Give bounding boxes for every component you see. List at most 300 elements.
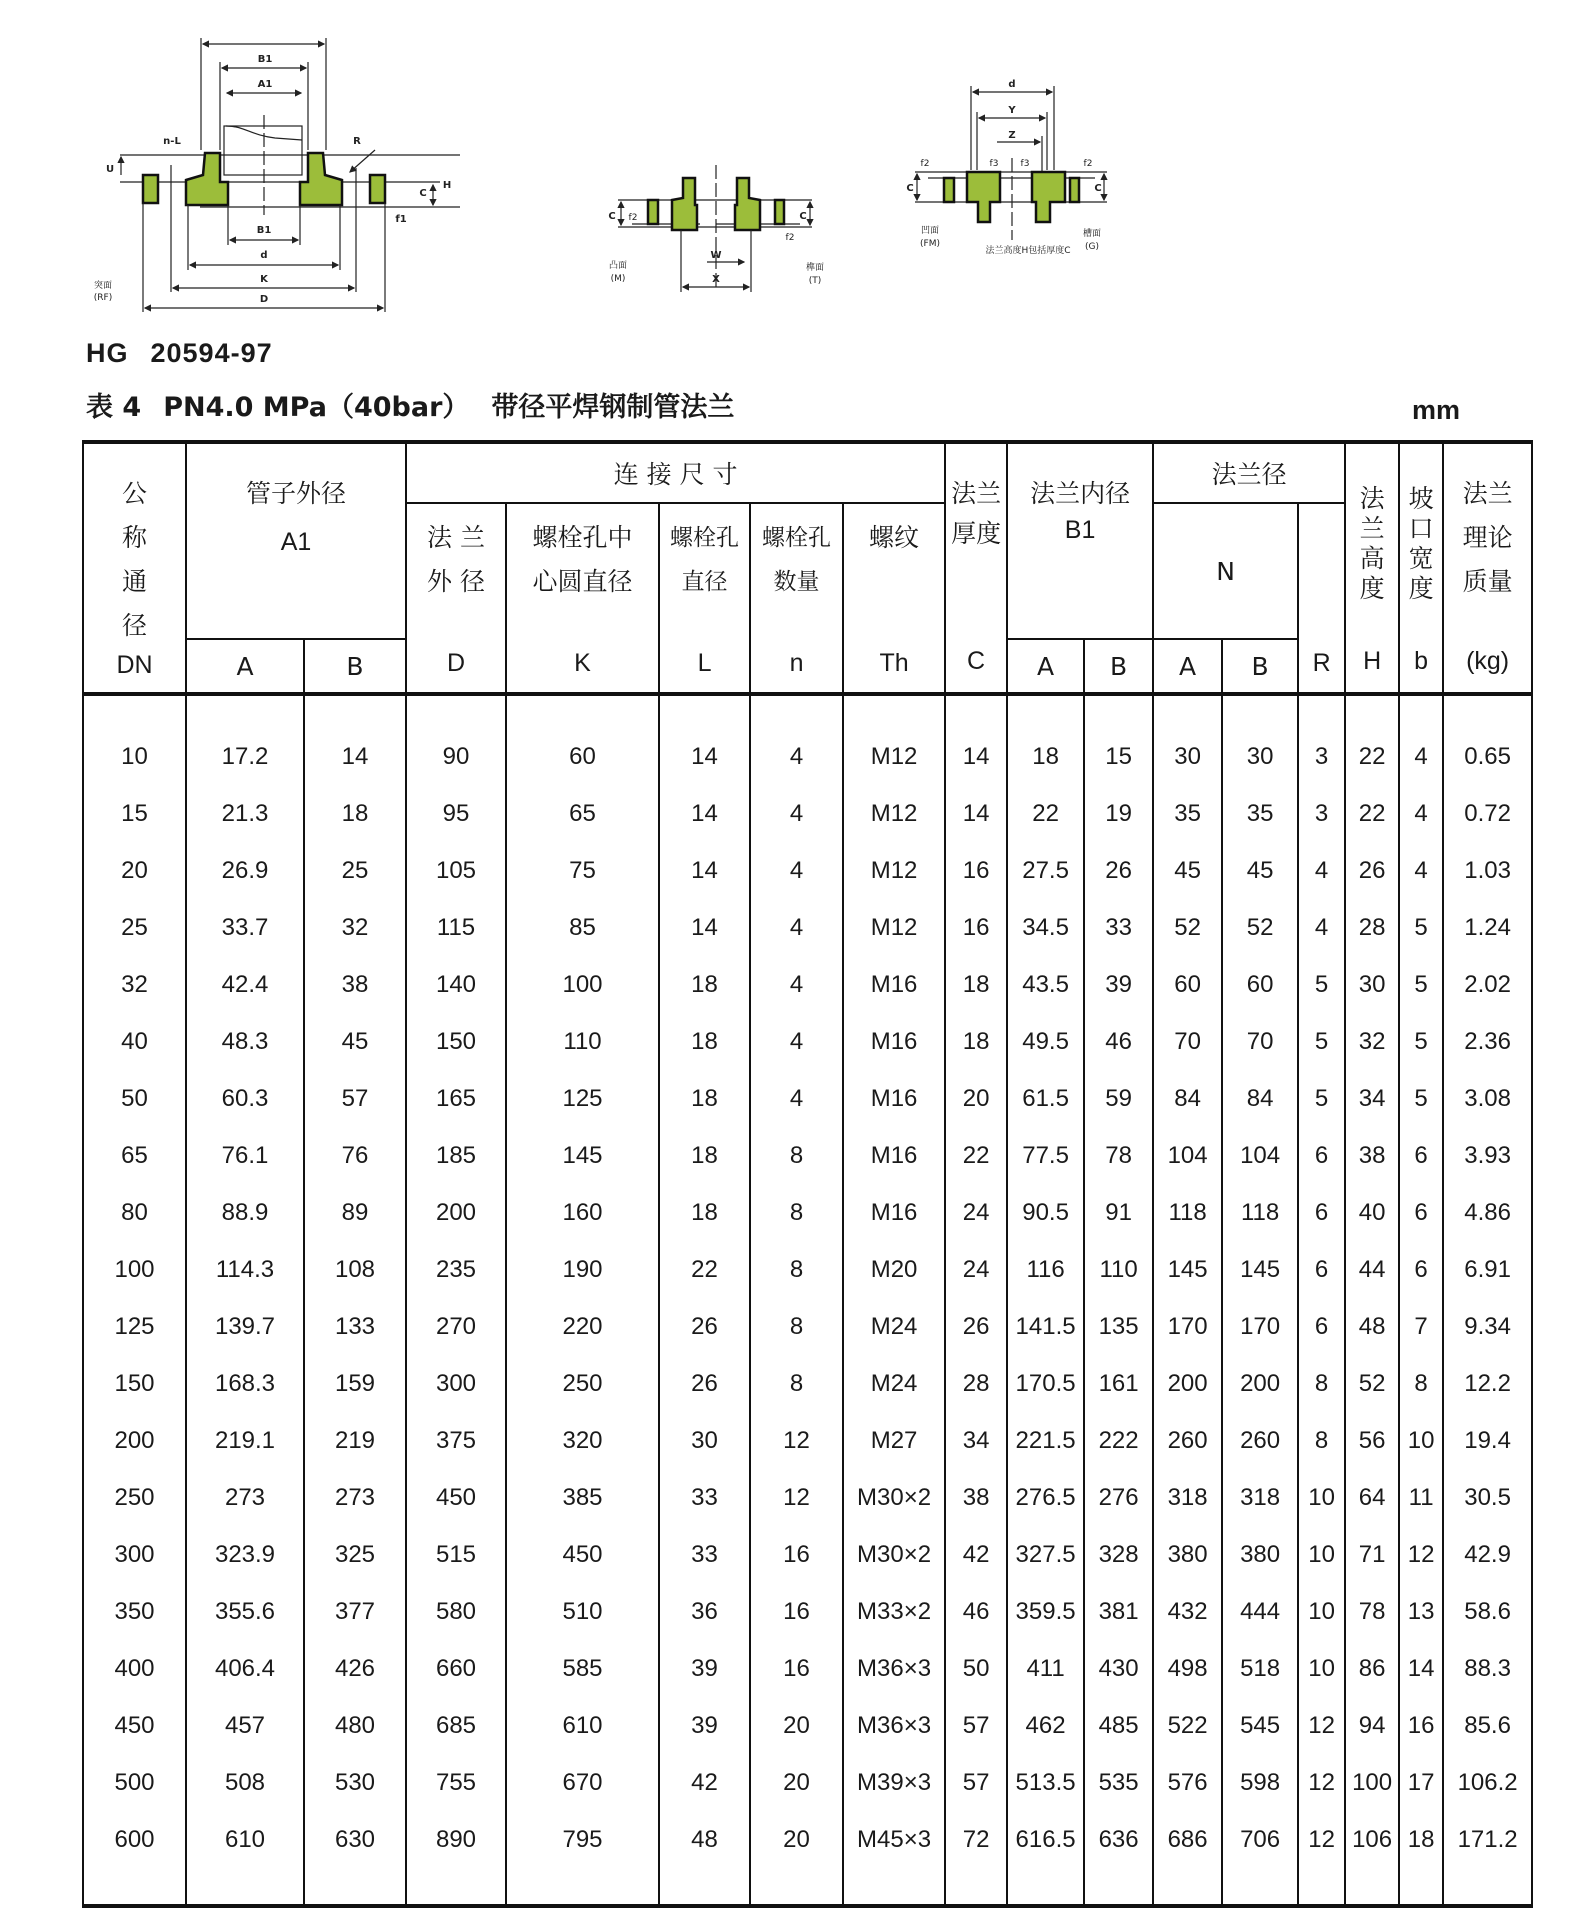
table-cell: 140 — [406, 956, 506, 1013]
table-cell: 432 — [1153, 1583, 1222, 1640]
svg-text:d: d — [260, 250, 268, 261]
table-cell: 38 — [1345, 1127, 1399, 1184]
table-cell: 576 — [1153, 1754, 1222, 1811]
table-cell: 250 — [83, 1469, 186, 1526]
header-pipe-a: A — [186, 639, 304, 694]
table-cell: 318 — [1153, 1469, 1222, 1526]
table-cell: 273 — [304, 1469, 406, 1526]
table-cell: 104 — [1222, 1127, 1298, 1184]
table-cell: 598 — [1222, 1754, 1298, 1811]
table-cell: 106 — [1345, 1811, 1399, 1868]
table-row — [83, 1127, 1532, 1184]
table-cell: 3 — [1298, 785, 1345, 842]
table-cell: M16 — [843, 956, 945, 1013]
table-cell: 323.9 — [186, 1526, 304, 1583]
table-cell: 6.91 — [1443, 1241, 1532, 1298]
table-cell: 220 — [506, 1298, 659, 1355]
header-b1-a: A — [1007, 639, 1084, 694]
table-cell: 14 — [659, 785, 750, 842]
table-cell: 0.65 — [1443, 728, 1532, 785]
table-cell: 12 — [750, 1412, 843, 1469]
table-cell: 4 — [750, 1070, 843, 1127]
svg-text:(RF): (RF) — [93, 293, 113, 303]
table-cell: 71 — [1345, 1526, 1399, 1583]
spacer-cell — [1222, 1868, 1298, 1906]
table-cell: 18 — [659, 1127, 750, 1184]
male-tongue-face-diagram — [618, 165, 812, 292]
female-groove-face-labels — [906, 79, 1101, 256]
svg-text:C: C — [799, 211, 807, 222]
table-cell: 15 — [1084, 728, 1153, 785]
spacer-cell — [750, 694, 843, 728]
spacer-row — [83, 694, 1532, 728]
table-cell: 15 — [83, 785, 186, 842]
table-cell: 22 — [1345, 728, 1399, 785]
table-cell: 508 — [186, 1754, 304, 1811]
table-row — [83, 1583, 1532, 1640]
table-cell: 515 — [406, 1526, 506, 1583]
table-cell: 6 — [1298, 1241, 1345, 1298]
header-c: 法兰厚度 C — [945, 442, 1007, 694]
table-cell: 450 — [83, 1697, 186, 1754]
table-cell: 426 — [304, 1640, 406, 1697]
table-cell: 104 — [1153, 1127, 1222, 1184]
table-cell: 125 — [83, 1298, 186, 1355]
svg-text:f2: f2 — [920, 159, 930, 169]
spacer-cell — [1399, 694, 1443, 728]
spacer-row — [83, 1868, 1532, 1906]
table-cell: 11 — [1399, 1469, 1443, 1526]
table-cell: 22 — [1345, 785, 1399, 842]
table-cell: 94 — [1345, 1697, 1399, 1754]
table-cell: 4 — [750, 956, 843, 1013]
table-row — [83, 1241, 1532, 1298]
table-cell: 33.7 — [186, 899, 304, 956]
table-number: 表 4 — [86, 392, 142, 423]
table-cell: 22 — [1007, 785, 1084, 842]
table-cell: 480 — [304, 1697, 406, 1754]
table-cell: 273 — [186, 1469, 304, 1526]
svg-text:d: d — [1008, 79, 1016, 90]
table-cell: 135 — [1084, 1298, 1153, 1355]
table-cell: 76 — [304, 1127, 406, 1184]
table-cell: 18 — [1007, 728, 1084, 785]
table-cell: 38 — [304, 956, 406, 1013]
table-cell: 60 — [1222, 956, 1298, 1013]
svg-text:(G): (G) — [1085, 242, 1099, 252]
svg-text:Y: Y — [1008, 105, 1016, 116]
standard-prefix: HG — [86, 338, 129, 368]
table-row — [83, 1412, 1532, 1469]
table-cell: 30 — [1153, 728, 1222, 785]
table-cell: 18 — [945, 956, 1007, 1013]
table-cell: 406.4 — [186, 1640, 304, 1697]
table-cell: 35 — [1153, 785, 1222, 842]
table-cell: 46 — [1084, 1013, 1153, 1070]
svg-text:f1: f1 — [395, 214, 407, 225]
svg-text:K: K — [260, 274, 268, 285]
table-cell: 12 — [1298, 1697, 1345, 1754]
table-cell: 150 — [83, 1355, 186, 1412]
spacer-cell — [843, 1868, 945, 1906]
table-cell: 45 — [304, 1013, 406, 1070]
table-cell: 4 — [750, 842, 843, 899]
spacer-cell — [1399, 1868, 1443, 1906]
table-cell: 105 — [406, 842, 506, 899]
table-cell: 64 — [1345, 1469, 1399, 1526]
table-cell: 145 — [1222, 1241, 1298, 1298]
table-cell: 95 — [406, 785, 506, 842]
table-cell: 219.1 — [186, 1412, 304, 1469]
svg-text:Z: Z — [1008, 130, 1016, 141]
table-cell: 32 — [304, 899, 406, 956]
flange-diagrams — [0, 0, 1586, 330]
table-cell: 48 — [659, 1811, 750, 1868]
header-bevel: 坡口宽度 b — [1399, 442, 1443, 694]
table-cell: 100 — [1345, 1754, 1399, 1811]
table-row — [83, 1640, 1532, 1697]
table-cell: 165 — [406, 1070, 506, 1127]
table-cell: M30×2 — [843, 1526, 945, 1583]
table-cell: 270 — [406, 1298, 506, 1355]
table-cell: 585 — [506, 1640, 659, 1697]
table-cell: 48.3 — [186, 1013, 304, 1070]
table-cell: 260 — [1222, 1412, 1298, 1469]
table-cell: 18 — [659, 1184, 750, 1241]
header-k: 螺栓孔中心圆直径 K — [506, 503, 659, 694]
header-l: 螺栓孔直径 L — [659, 503, 750, 694]
table-row — [83, 1184, 1532, 1241]
table-cell: 78 — [1084, 1127, 1153, 1184]
table-cell: M30×2 — [843, 1469, 945, 1526]
header-thread: 螺纹 Th — [843, 503, 945, 694]
spacer-cell — [186, 1868, 304, 1906]
table-cell: 320 — [506, 1412, 659, 1469]
spacer-cell — [1007, 1868, 1084, 1906]
table-cell: 200 — [83, 1412, 186, 1469]
table-cell: 56 — [1345, 1412, 1399, 1469]
spacer-cell — [1084, 1868, 1153, 1906]
table-cell: 5 — [1399, 956, 1443, 1013]
table-cell: 77.5 — [1007, 1127, 1084, 1184]
table-cell: 170 — [1222, 1298, 1298, 1355]
table-row — [83, 728, 1532, 785]
table-cell: 40 — [1345, 1184, 1399, 1241]
table-cell: 318 — [1222, 1469, 1298, 1526]
table-cell: M24 — [843, 1298, 945, 1355]
table-cell: 686 — [1153, 1811, 1222, 1868]
table-row — [83, 1697, 1532, 1754]
flange-type: 带径平焊钢制管法兰 — [491, 392, 735, 423]
table-cell: 685 — [406, 1697, 506, 1754]
svg-text:D: D — [259, 294, 269, 305]
svg-text:C: C — [608, 211, 616, 222]
table-cell: 4 — [750, 785, 843, 842]
table-cell: 535 — [1084, 1754, 1153, 1811]
table-cell: 58.6 — [1443, 1583, 1532, 1640]
table-cell: M12 — [843, 728, 945, 785]
table-cell: 25 — [83, 899, 186, 956]
table-cell: 190 — [506, 1241, 659, 1298]
svg-text:X: X — [712, 274, 720, 285]
table-cell: M27 — [843, 1412, 945, 1469]
header-connection: 连 接 尺 寸 — [406, 442, 945, 503]
table-cell: M39×3 — [843, 1754, 945, 1811]
table-cell: 13 — [1399, 1583, 1443, 1640]
table-cell: 65 — [506, 785, 659, 842]
spacer-cell — [1443, 694, 1532, 728]
table-row — [83, 1298, 1532, 1355]
table-cell: 3.08 — [1443, 1070, 1532, 1127]
table-cell: 200 — [406, 1184, 506, 1241]
table-cell: 170 — [1153, 1298, 1222, 1355]
table-cell: 88.9 — [186, 1184, 304, 1241]
table-cell: 27.5 — [1007, 842, 1084, 899]
table-cell: 84 — [1222, 1070, 1298, 1127]
table-cell: 20 — [750, 1754, 843, 1811]
table-cell: M16 — [843, 1127, 945, 1184]
table-cell: 375 — [406, 1412, 506, 1469]
table-cell: 485 — [1084, 1697, 1153, 1754]
table-cell: 39 — [659, 1640, 750, 1697]
table-cell: 24 — [945, 1241, 1007, 1298]
table-cell: 46 — [945, 1583, 1007, 1640]
svg-text:B1: B1 — [256, 225, 272, 236]
table-cell: 14 — [659, 728, 750, 785]
table-cell: 6 — [1298, 1127, 1345, 1184]
table-cell: 12 — [1298, 1754, 1345, 1811]
table-cell: 52 — [1345, 1355, 1399, 1412]
table-cell: 3.93 — [1443, 1127, 1532, 1184]
table-cell: 78 — [1345, 1583, 1399, 1640]
table-cell: 60 — [1153, 956, 1222, 1013]
table-cell: M36×3 — [843, 1640, 945, 1697]
table-cell: 150 — [406, 1013, 506, 1070]
header-d: 法 兰 外 径 D — [406, 503, 506, 694]
table-cell: 38 — [945, 1469, 1007, 1526]
table-cell: 42 — [945, 1526, 1007, 1583]
table-cell: 115 — [406, 899, 506, 956]
table-cell: 4 — [750, 899, 843, 956]
table-cell: 24 — [945, 1184, 1007, 1241]
table-cell: 33 — [659, 1526, 750, 1583]
table-cell: 19.4 — [1443, 1412, 1532, 1469]
table-cell: 6 — [1399, 1241, 1443, 1298]
table-cell: 16 — [750, 1526, 843, 1583]
table-cell: 36 — [659, 1583, 750, 1640]
table-cell: 159 — [304, 1355, 406, 1412]
table-cell: 430 — [1084, 1640, 1153, 1697]
raised-face-diagram — [120, 38, 460, 312]
unit-label: mm — [1412, 395, 1461, 425]
table-cell: 108 — [304, 1241, 406, 1298]
standard-code: 20594-97 — [150, 338, 273, 368]
table-cell: 380 — [1222, 1526, 1298, 1583]
table-cell: 45 — [1153, 842, 1222, 899]
table-cell: 60 — [506, 728, 659, 785]
spacer-cell — [1345, 694, 1399, 728]
table-cell: 5 — [1298, 1070, 1345, 1127]
table-cell: 145 — [506, 1127, 659, 1184]
spacer-cell — [1298, 1868, 1345, 1906]
table-row — [83, 1355, 1532, 1412]
table-cell: 17 — [1399, 1754, 1443, 1811]
table-cell: 4 — [750, 728, 843, 785]
spacer-cell — [945, 1868, 1007, 1906]
table-cell: 25 — [304, 842, 406, 899]
table-cell: 444 — [1222, 1583, 1298, 1640]
spacer-cell — [659, 1868, 750, 1906]
table-cell: 100 — [506, 956, 659, 1013]
table-cell: 6 — [1298, 1184, 1345, 1241]
table-row — [83, 899, 1532, 956]
table-cell: 6 — [1298, 1298, 1345, 1355]
spacer-cell — [83, 694, 186, 728]
spacer-cell — [506, 694, 659, 728]
svg-text:凹面: 凹面 — [920, 226, 940, 236]
table-cell: 518 — [1222, 1640, 1298, 1697]
spacer-cell — [186, 694, 304, 728]
table-cell: 327.5 — [1007, 1526, 1084, 1583]
table-cell: 39 — [1084, 956, 1153, 1013]
table-cell: 26 — [945, 1298, 1007, 1355]
table-cell: 300 — [406, 1355, 506, 1412]
table-cell: M12 — [843, 785, 945, 842]
table-cell: 114.3 — [186, 1241, 304, 1298]
table-cell: 14 — [659, 899, 750, 956]
svg-text:C: C — [1094, 183, 1102, 194]
table-row — [83, 1754, 1532, 1811]
table-cell: 6 — [1399, 1127, 1443, 1184]
spacer-cell — [304, 694, 406, 728]
table-cell: 52 — [1153, 899, 1222, 956]
table-cell: 50 — [83, 1070, 186, 1127]
table-cell: 57 — [304, 1070, 406, 1127]
table-cell: M36×3 — [843, 1697, 945, 1754]
table-cell: 2.02 — [1443, 956, 1532, 1013]
table-cell: 14 — [945, 728, 1007, 785]
table-cell: 26.9 — [186, 842, 304, 899]
table-cell: M33×2 — [843, 1583, 945, 1640]
table-cell: 4.86 — [1443, 1184, 1532, 1241]
table-cell: 19 — [1084, 785, 1153, 842]
table-cell: M16 — [843, 1184, 945, 1241]
spacer-cell — [1345, 1868, 1399, 1906]
table-cell: 91 — [1084, 1184, 1153, 1241]
table-cell: 8 — [1298, 1412, 1345, 1469]
header-r: R — [1298, 503, 1345, 694]
table-cell: 28 — [1345, 899, 1399, 956]
table-cell: 8 — [750, 1127, 843, 1184]
table-cell: 457 — [186, 1697, 304, 1754]
spacer-cell — [750, 1868, 843, 1906]
spacer-cell — [1298, 694, 1345, 728]
table-cell: 4 — [1298, 842, 1345, 899]
table-cell: 35 — [1222, 785, 1298, 842]
spacer-cell — [304, 1868, 406, 1906]
table-cell: 30.5 — [1443, 1469, 1532, 1526]
table-cell: 42.9 — [1443, 1526, 1532, 1583]
svg-text:槽面: 槽面 — [1082, 229, 1102, 239]
header-pipe-b: B — [304, 639, 406, 694]
table-cell: 8 — [750, 1241, 843, 1298]
table-cell: 377 — [304, 1583, 406, 1640]
table-cell: 200 — [1222, 1355, 1298, 1412]
svg-text:法兰高度H包括厚度C: 法兰高度H包括厚度C — [985, 246, 1071, 256]
header-h: 法兰高度 H — [1345, 442, 1399, 694]
table-cell: 65 — [83, 1127, 186, 1184]
table-cell: 10 — [1298, 1583, 1345, 1640]
table-cell: 381 — [1084, 1583, 1153, 1640]
table-cell: 400 — [83, 1640, 186, 1697]
table-cell: 16 — [750, 1640, 843, 1697]
table-cell: 12 — [1399, 1526, 1443, 1583]
table-cell: 139.7 — [186, 1298, 304, 1355]
svg-text:C: C — [419, 188, 427, 199]
table-cell: 530 — [304, 1754, 406, 1811]
svg-text:f3: f3 — [1020, 159, 1030, 169]
table-cell: 450 — [506, 1526, 659, 1583]
table-cell: 5 — [1399, 899, 1443, 956]
table-cell: 171.2 — [1443, 1811, 1532, 1868]
table-cell: 8 — [750, 1298, 843, 1355]
svg-text:f2: f2 — [1083, 159, 1093, 169]
table-cell: 660 — [406, 1640, 506, 1697]
table-cell: 12 — [750, 1469, 843, 1526]
table-cell: 20 — [750, 1811, 843, 1868]
table-cell: 636 — [1084, 1811, 1153, 1868]
table-row — [83, 956, 1532, 1013]
table-cell: 20 — [945, 1070, 1007, 1127]
table-cell: M20 — [843, 1241, 945, 1298]
table-cell: 88.3 — [1443, 1640, 1532, 1697]
table-cell: 328 — [1084, 1526, 1153, 1583]
table-row — [83, 785, 1532, 842]
table-row — [83, 842, 1532, 899]
table-cell: 3 — [1298, 728, 1345, 785]
table-cell: 10 — [83, 728, 186, 785]
table-cell: 12.2 — [1443, 1355, 1532, 1412]
svg-text:(FM): (FM) — [920, 239, 940, 249]
table-row — [83, 1013, 1532, 1070]
spacer-cell — [406, 694, 506, 728]
table-cell: 18 — [1399, 1811, 1443, 1868]
svg-text:W: W — [710, 250, 722, 261]
spacer-cell — [406, 1868, 506, 1906]
table-cell: 118 — [1153, 1184, 1222, 1241]
table-cell: 160 — [506, 1184, 659, 1241]
table-cell: 16 — [945, 842, 1007, 899]
table-cell: 325 — [304, 1526, 406, 1583]
svg-text:f2: f2 — [628, 213, 638, 223]
spacer-cell — [506, 1868, 659, 1906]
table-cell: 49.5 — [1007, 1013, 1084, 1070]
table-cell: 18 — [304, 785, 406, 842]
table-cell: 106.2 — [1443, 1754, 1532, 1811]
table-cell: 411 — [1007, 1640, 1084, 1697]
header-neck: 法兰径 — [1153, 442, 1345, 503]
table-cell: 890 — [406, 1811, 506, 1868]
table-cell: 21.3 — [186, 785, 304, 842]
table-cell: 4 — [1298, 899, 1345, 956]
table-cell: 462 — [1007, 1697, 1084, 1754]
table-cell: 60.3 — [186, 1070, 304, 1127]
table-cell: 90.5 — [1007, 1184, 1084, 1241]
table-cell: 355.6 — [186, 1583, 304, 1640]
table-cell: 110 — [1084, 1241, 1153, 1298]
table-cell: 450 — [406, 1469, 506, 1526]
table-cell: 6 — [1399, 1184, 1443, 1241]
